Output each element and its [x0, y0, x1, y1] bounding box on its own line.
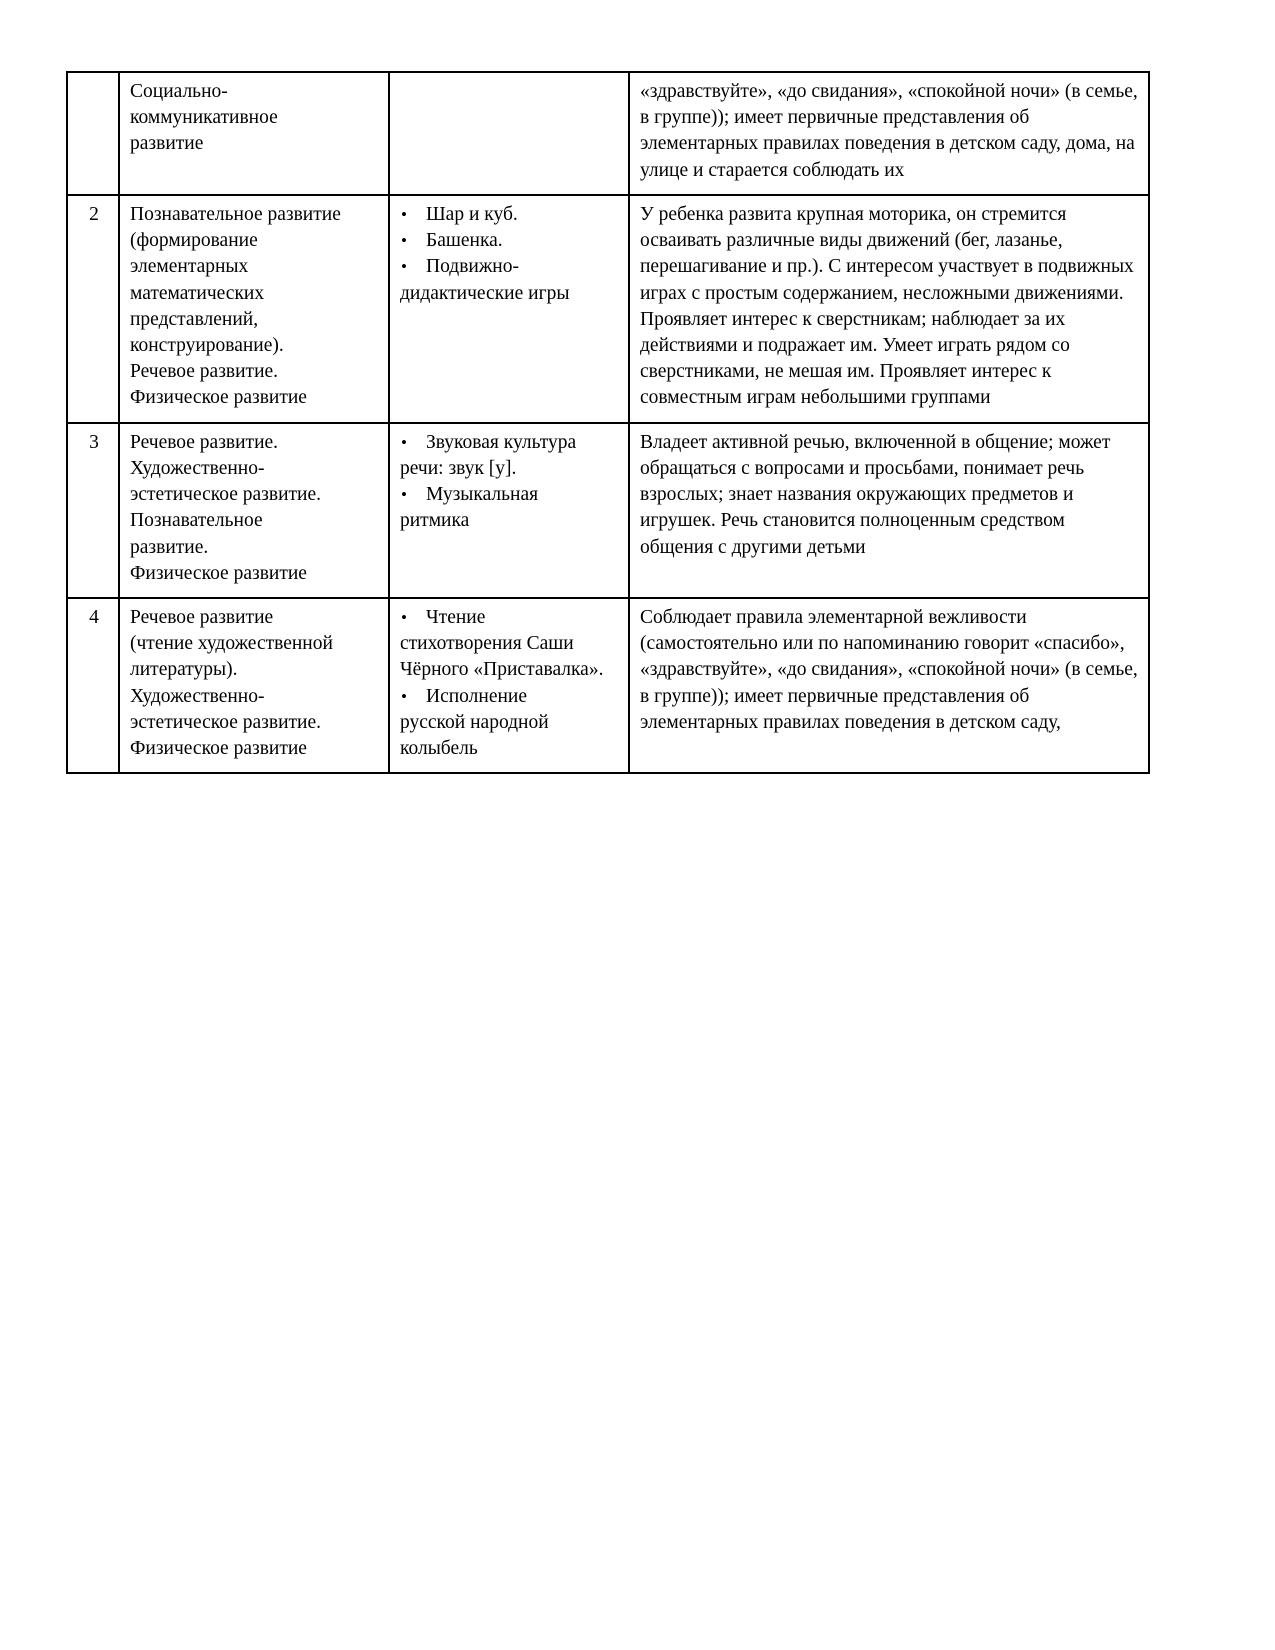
results-cell [629, 195, 1149, 423]
area-line: эстетическое развитие. [130, 484, 322, 506]
area-line: (чтение художественной [130, 633, 333, 655]
row-number-cell [67, 195, 119, 423]
area-line: Художественно- [130, 685, 265, 707]
activity-label-wrap: русской народной колыбель [400, 711, 549, 760]
area-line: литературы). [130, 659, 238, 681]
row-number: 2 [89, 203, 99, 225]
table-row [67, 195, 1149, 423]
activities-list [400, 202, 620, 307]
area-line: Художественно- [130, 457, 265, 479]
row-number: 3 [89, 431, 99, 453]
activity-label-wrap: дидактические игры [400, 282, 570, 304]
area-line: конструирование). [130, 334, 284, 356]
list-item [400, 482, 620, 534]
area-line: математических [130, 282, 265, 304]
results-cell [629, 423, 1149, 598]
row-number-cell [67, 598, 119, 773]
activities-cell [389, 598, 629, 773]
educational-area-cell [119, 195, 389, 423]
activity-label: Башенка. [426, 230, 503, 252]
activity-label-wrap: ритмика [400, 510, 470, 532]
educational-area-cell [119, 423, 389, 598]
activities-cell [389, 195, 629, 423]
activities-list [400, 605, 620, 762]
row-number-cell [67, 423, 119, 598]
activities-cell [389, 423, 629, 598]
area-line: представлений, [130, 308, 259, 330]
activities-list [400, 430, 620, 535]
activities-cell [389, 72, 629, 195]
educational-area-cell [119, 72, 389, 195]
area-line: развитие. [130, 536, 209, 558]
table-body [67, 72, 1149, 773]
area-line: эстетическое развитие. [130, 711, 322, 733]
activity-label: Подвижно- [426, 256, 519, 278]
area-line: Познавательное развитие [130, 203, 341, 225]
area-line: Познавательное [130, 510, 263, 532]
row-number-cell [67, 72, 119, 195]
result-text: У ребенка развита крупная моторика, он стремится осваивать различные виды движений (бег, лазанье, перешагивание и пр.). С интересом участвует в подвижных играх с простым содержанием, несложными движениями. Проявляет интерес к сверстникам; наблюдает за их действиями и подражает им. Умеет играть рядом со сверстниками, не мешая им. Проявляет интерес к совместным играм небольшими группами [640, 203, 1134, 409]
row-number: 4 [89, 606, 99, 628]
area-line: Речевое развитие [130, 606, 274, 628]
table-row [67, 598, 1149, 773]
activity-label: Чтение [426, 606, 486, 628]
area-line: Речевое развитие. [130, 361, 279, 383]
content-table [66, 71, 1150, 774]
results-cell [629, 598, 1149, 773]
activity-label: Музыкальная [426, 484, 539, 506]
area-line: (формирование [130, 230, 258, 252]
result-text: Владеет активной речью, включенной в общение; может обращаться с вопросами и просьбами, понимает речь взрослых; знает названия окружающих предметов и игрушек. Речь становится полноценным средством общения с другими детьми [640, 431, 1111, 558]
list-item [400, 430, 620, 482]
results-cell [629, 72, 1149, 195]
activity-label: Исполнение [426, 685, 528, 707]
activity-label: Звуковая культура [426, 431, 577, 453]
list-item [400, 228, 620, 254]
activity-label: Шар и куб. [426, 203, 518, 225]
activity-label-wrap: речи: звук [у]. [400, 457, 517, 479]
table-row [67, 423, 1149, 598]
result-text: «здравствуйте», «до свидания», «спокойной ночи» (в семье, в группе)); имеет первичные представления об элементарных правилах поведения в детском саду, дома, на улице и старается соблюдать их [640, 81, 1138, 181]
list-item [400, 202, 620, 228]
activity-label-wrap: стихотворения Саши Чёрного «Приставалка». [400, 633, 604, 681]
area-line: Физическое развитие [130, 387, 307, 409]
educational-area-cell [119, 598, 389, 773]
area-line: Физическое развитие [130, 738, 307, 760]
area-line: Речевое развитие. [130, 431, 279, 453]
table-row [67, 72, 1149, 195]
area-line: Социально- [130, 81, 228, 102]
list-item [400, 254, 620, 306]
area-line: развитие [130, 133, 204, 155]
area-line: коммуникативное [130, 107, 278, 129]
list-item [400, 605, 620, 684]
area-line: Физическое развитие [130, 562, 307, 584]
area-line: элементарных [130, 256, 249, 278]
result-text: Соблюдает правила элементарной вежливости (самостоятельно или по напоминанию говорит «спасибо», «здравствуйте», «до свидания», «спокойной ночи» (в семье, в группе)); имеет первичные представления об элементарных правилах поведения в детском саду, [640, 606, 1138, 733]
list-item [400, 684, 620, 763]
